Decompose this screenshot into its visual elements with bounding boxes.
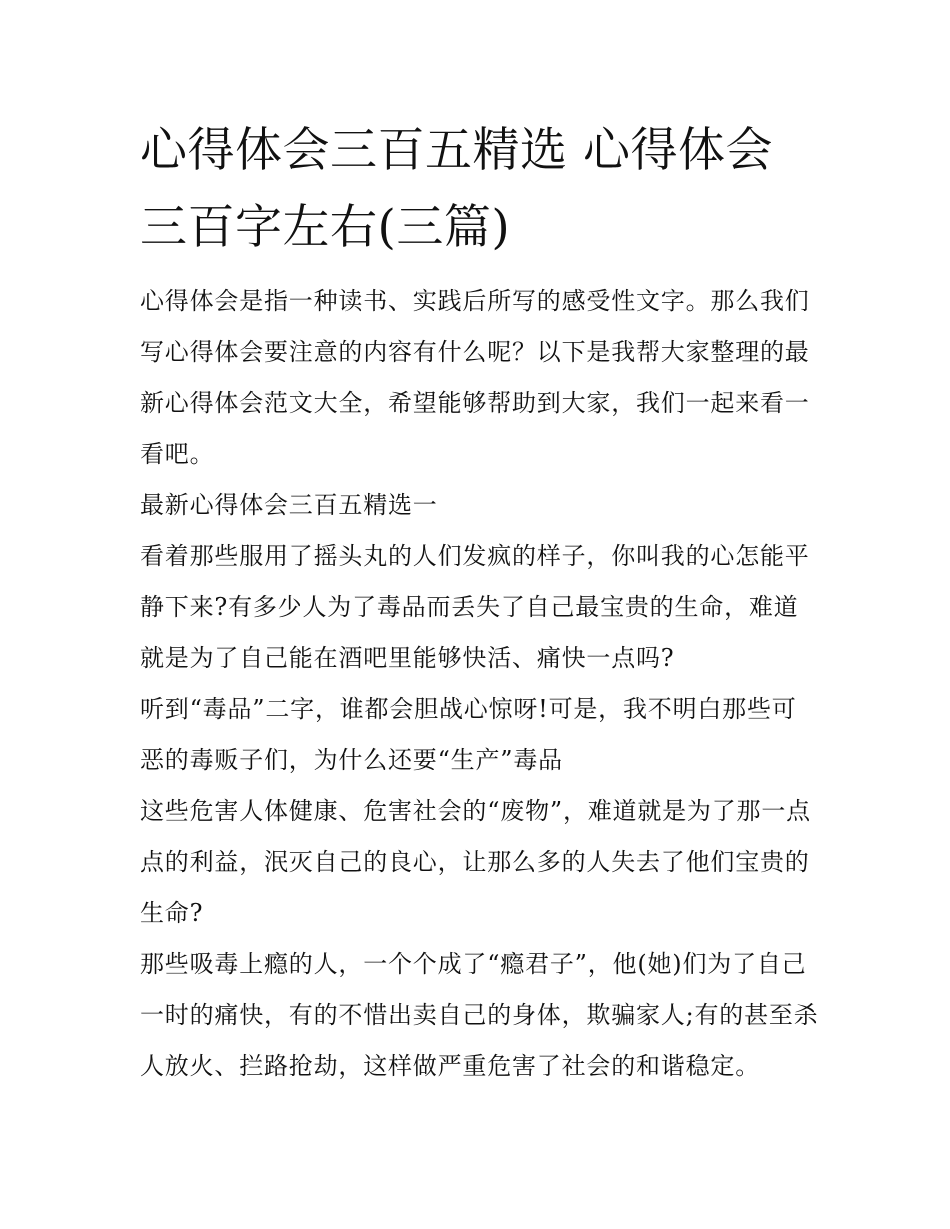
body-paragraph: 听到“毒品”二字，谁都会胆战心惊呀!可是，我不明白那些可恶的毒贩子们，为什么还要“生产”毒品: [140, 695, 797, 774]
document-title: 心得体会三百五精选 心得体会三百字左右(三篇): [140, 123, 773, 255]
section-heading: 最新心得体会三百五精选一: [140, 491, 438, 519]
intro-paragraph: 心得体会是指一种读书、实践后所写的感受性文字。那么我们写心得体会要注意的内容有什么呢？以下是我帮大家整理的最新心得体会范文大全，希望能够帮助到大家，我们一起来看一看吧。: [140, 287, 810, 468]
body-paragraph: 那些吸毒上瘾的人，一个个成了“瘾君子”，他(她)们为了自己一时的痛快，有的不惜出卖自己的身体，欺骗家人;有的甚至杀人放火、拦路抢劫，这样做严重危害了社会的和谐稳定。: [140, 950, 819, 1080]
body-paragraph: 看着那些服用了摇头丸的人们发疯的样子，你叫我的心怎能平静下来?有多少人为了毒品而丢失了自己最宝贵的生命，难道就是为了自己能在酒吧里能够快活、痛快一点吗?: [140, 542, 810, 672]
body-paragraph: 这些危害人体健康、危害社会的“废物”，难道就是为了那一点点的利益，泯灭自己的良心，让那么多的人失去了他们宝贵的生命?: [140, 797, 811, 927]
